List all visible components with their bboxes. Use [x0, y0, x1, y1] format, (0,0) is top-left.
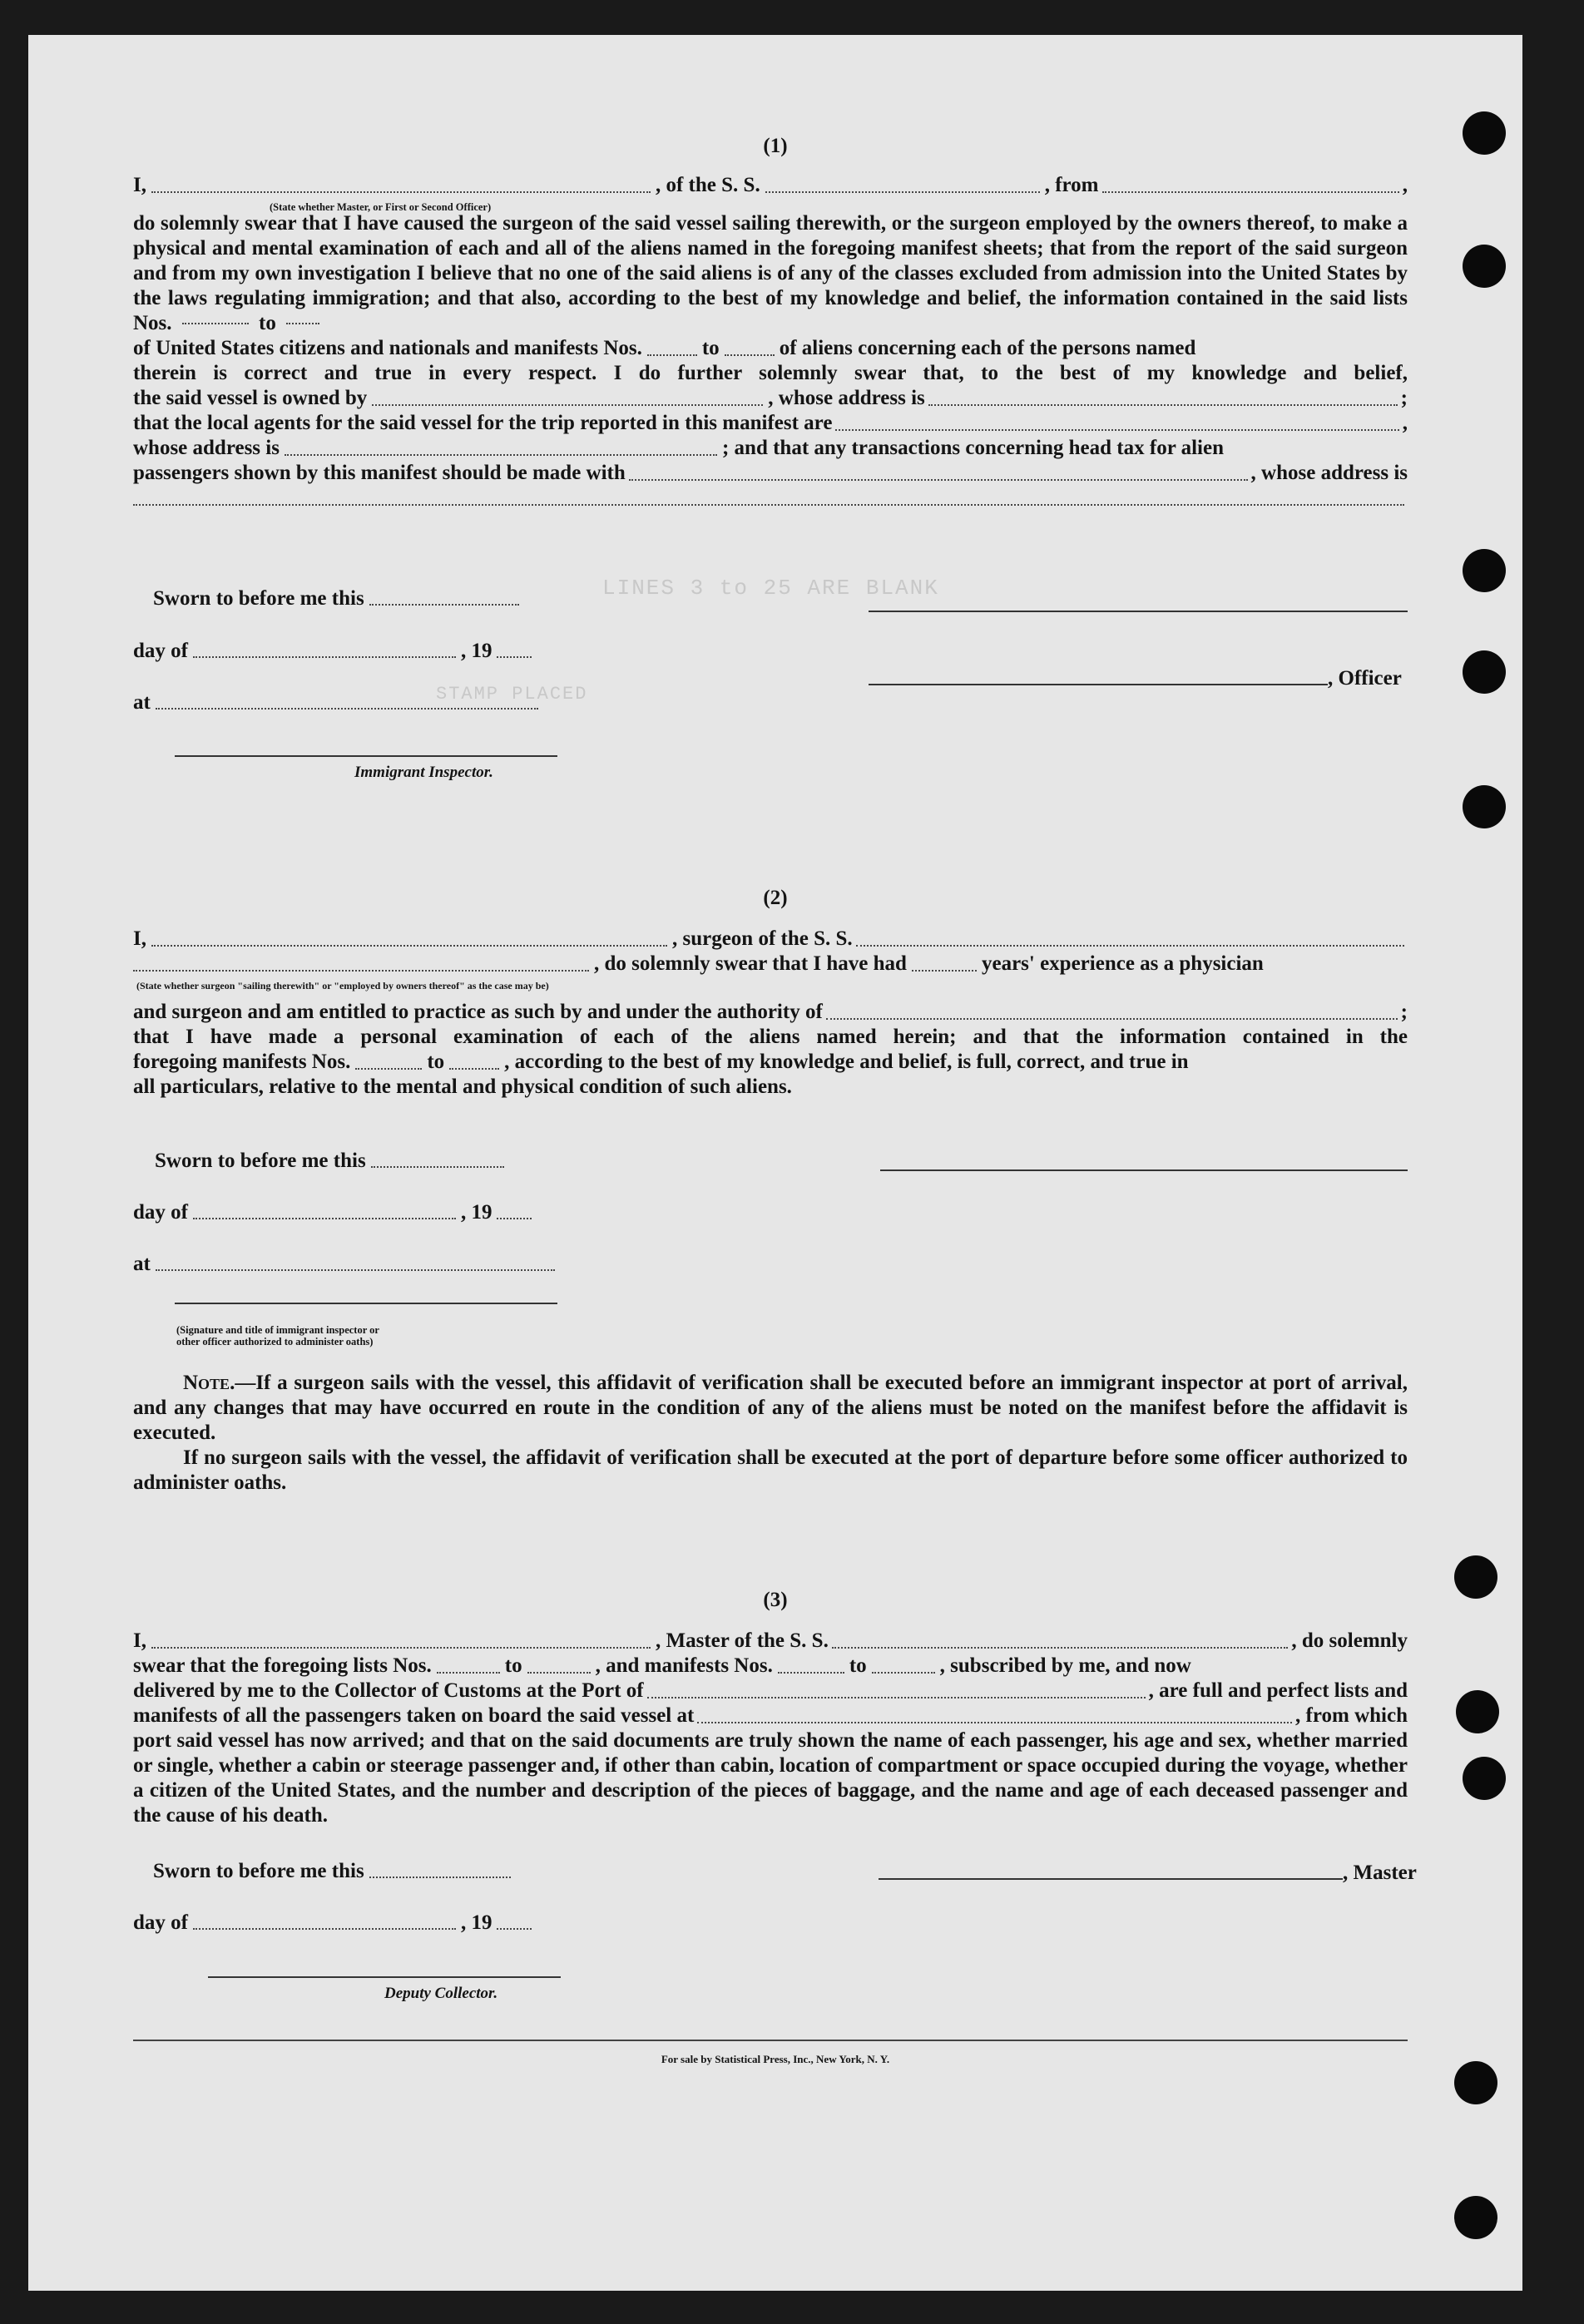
head-tax-party-field[interactable] — [629, 479, 1248, 481]
note-paragraph-2: If no surgeon sails with the vessel, the affidavit of verification shall be executed at the port of departure before some officer authorized to administer oaths. — [133, 1446, 1408, 1494]
s2-vessel-name-field[interactable] — [856, 945, 1404, 947]
text: manifests of all the passengers taken on board the said vessel at — [133, 1704, 695, 1727]
punch-hole — [1463, 245, 1506, 288]
text: , — [1402, 174, 1408, 196]
punch-hole — [1463, 549, 1506, 592]
bleed-through-stamp: STAMP PLACED — [436, 684, 588, 705]
text: , do solemnly swear that I have had — [594, 952, 907, 975]
text: ; — [1400, 387, 1408, 409]
text: , surgeon of the S. S. — [671, 927, 853, 950]
officer-name-field[interactable] — [151, 191, 651, 193]
s3-collector-signature-line[interactable] — [208, 1976, 561, 1978]
text: of aliens concerning each of the persons named — [779, 337, 1196, 359]
s3-manifest-to-field[interactable] — [872, 1672, 935, 1674]
punch-hole — [1463, 1757, 1506, 1800]
port-field[interactable] — [647, 1697, 1146, 1698]
punch-hole — [1463, 650, 1506, 694]
text: delivered by me to the Collector of Customs at the Port of — [133, 1679, 644, 1702]
section-3-line-4 — [133, 1703, 1408, 1728]
s3-year-field[interactable] — [497, 1928, 532, 1930]
text: to — [701, 337, 720, 359]
note-lead: Note. — [183, 1372, 235, 1394]
section-3-paragraph: port said vessel has now arrived; and that on the said documents are truly shown the name of each passenger, his age and sex, whether married or single, whether a cabin or steerage passenger and, if other than cabin, location of compartment or space occupied during the voyage, whether a citizen of the United States, and the number and description of the pieces of baggage, and the name and age of each deceased passenger and the cause of his death. — [133, 1729, 1408, 1827]
text: the said vessel is owned by — [133, 387, 368, 409]
manifest-affidavit-page — [28, 35, 1522, 2291]
s3-day-row — [133, 1911, 537, 1935]
punch-hole — [1463, 785, 1506, 828]
s2-signature-label-1: (Signature and title of immigrant inspector or — [176, 1324, 379, 1336]
bleed-through-stamp: LINES 3 to 25 ARE BLANK — [602, 576, 939, 601]
section-2-line-6 — [133, 1075, 1408, 1100]
s3-collector-label: Deputy Collector. — [384, 1985, 498, 2002]
section-1-number: (1) — [763, 135, 788, 157]
footer-imprint: For sale by Statistical Press, Inc., New York, N. Y. — [661, 2053, 890, 2065]
head-tax-address-field[interactable] — [133, 504, 1404, 506]
text: , — [1402, 412, 1408, 434]
s1-month-field[interactable] — [193, 656, 456, 658]
surgeon-type-label: (State whether surgeon "sailing therewith" or "employed by owners thereof" as the case may be) — [136, 980, 549, 991]
manifest-to-field[interactable] — [725, 354, 775, 356]
surgeon-type-field[interactable] — [133, 970, 589, 972]
section-1-body — [133, 173, 1408, 511]
section-3-line-1 — [133, 1629, 1408, 1654]
s2-manifest-from-field[interactable] — [355, 1068, 422, 1070]
s1-year-field[interactable] — [497, 656, 532, 658]
s2-sworn-row — [155, 1150, 509, 1173]
text: , subscribed by me, and now — [939, 1654, 1191, 1677]
section-2-body — [133, 927, 1408, 1100]
text: passengers shown by this manifest should be made with — [133, 462, 626, 484]
section-2-note — [133, 1371, 1408, 1496]
text: whose address is — [133, 437, 280, 459]
section-1-line-agents — [133, 411, 1408, 436]
s3-month-field[interactable] — [193, 1928, 456, 1930]
text: , 19 — [460, 1911, 493, 1934]
local-agents-field[interactable] — [835, 429, 1398, 431]
section-3-line-2 — [133, 1654, 1408, 1679]
section-1-line-owned — [133, 386, 1408, 411]
footer-rule — [133, 2040, 1408, 2041]
text: , 19 — [460, 1201, 493, 1224]
text: I, — [133, 174, 146, 196]
text: , 19 — [460, 640, 493, 662]
s2-day-row — [133, 1201, 537, 1224]
text: all particulars, relative to the mental and physical condition of such aliens. — [133, 1075, 792, 1098]
text: , do solemnly — [1291, 1629, 1408, 1652]
text: years' experience as a physician — [981, 952, 1264, 975]
text: ; and that any transactions concerning head tax for alien — [721, 437, 1224, 459]
s3-list-from-field[interactable] — [437, 1672, 500, 1674]
surgeon-name-field[interactable] — [151, 945, 667, 947]
punch-hole — [1456, 1690, 1499, 1733]
boarding-port-field[interactable] — [697, 1722, 1292, 1723]
text: , are full and perfect lists and — [1148, 1679, 1408, 1702]
s1-officer-signature-line[interactable] — [869, 684, 1328, 685]
text: I, — [133, 1629, 146, 1652]
note-text: —If a surgeon sails with the vessel, this affidavit of verification shall be executed before an immigrant inspector at port of arrival, and any changes that may have occurred en route in the condition of any of the aliens must be noted on the manifest before the affidavit is executed. — [133, 1372, 1408, 1444]
s3-master-signature-line[interactable] — [879, 1878, 1343, 1880]
section-1-line-correct: therein is correct and true in every respect. I do further solemnly swear that, to the best of my knowledge and belief, — [133, 362, 1408, 384]
text: , of the S. S. — [655, 174, 760, 196]
section-2-number: (2) — [763, 887, 788, 909]
s1-master-signature-line[interactable] — [869, 611, 1408, 612]
section-1-line-citizens — [133, 336, 1408, 361]
text: swear that the foregoing lists Nos. — [133, 1654, 432, 1677]
section-1-line-agent-address — [133, 436, 1408, 461]
punch-hole — [1454, 2196, 1497, 2239]
s2-inspector-signature-line[interactable] — [175, 1303, 557, 1304]
text: ; — [1400, 1001, 1408, 1023]
s3-manifest-from-field[interactable] — [778, 1672, 844, 1674]
text: of United States citizens and nationals and manifests Nos. — [133, 337, 642, 359]
text: Sworn to before me this — [153, 587, 364, 610]
section-2-line-4: that I have made a personal examination of each of the aliens named herein; and that the information contained in the — [133, 1026, 1408, 1048]
manifest-from-field[interactable] — [647, 354, 697, 356]
text: to — [849, 1654, 867, 1677]
section-1-line-head-tax — [133, 461, 1408, 486]
s2-sworn-date-field[interactable] — [371, 1166, 504, 1168]
section-2-line-5 — [133, 1050, 1408, 1075]
s2-year-field[interactable] — [497, 1218, 532, 1219]
s1-officer-row — [869, 667, 1402, 690]
text: to — [504, 1654, 522, 1677]
text: , Officer — [1328, 667, 1402, 690]
s2-manifest-to-field[interactable] — [449, 1068, 499, 1070]
section-1-line-1 — [133, 173, 1408, 198]
section-2-line-1 — [133, 927, 1408, 952]
text: day of — [133, 640, 188, 662]
text: that the local agents for the said vessel for the trip reported in this manifest are — [133, 412, 833, 434]
section-2-line-3 — [133, 1000, 1408, 1025]
s2-signature-label-2: other officer authorized to administer oaths) — [176, 1336, 374, 1347]
section-2-line-2 — [133, 952, 1408, 977]
s3-sworn-row — [153, 1860, 516, 1883]
s1-sworn-row — [153, 587, 519, 611]
s3-sworn-date-field[interactable] — [369, 1877, 511, 1878]
text: at — [133, 691, 151, 714]
text: , according to the best of my knowledge and belief, is full, correct, and true in — [504, 1051, 1189, 1073]
authority-field[interactable] — [826, 1018, 1398, 1020]
s2-place-field[interactable] — [156, 1269, 555, 1271]
s1-inspector-label: Immigrant Inspector. — [354, 764, 493, 781]
text: and surgeon and am entitled to practice as such by and under the authority of — [133, 1001, 823, 1023]
section-3-number: (3) — [763, 1589, 788, 1611]
years-experience-field[interactable] — [912, 970, 977, 972]
text: , from which — [1295, 1704, 1408, 1727]
owner-field[interactable] — [372, 404, 763, 406]
text: to — [259, 312, 276, 334]
oath-text: do solemnly swear that I have caused the surgeon of the said vessel sailing therewith, or the surgeon employed by the owners thereof, to make a physical and mental examination of each and all of the aliens named in the foregoing manifest sheets; that from the report of the said surgeon and from my own investigation I believe that no one of the said aliens is of any of the classes excluded from admission into the United States by the laws regulating immigration; and that also, according to the best of my knowledge and belief, the information contained in the said lists Nos. — [133, 212, 1408, 334]
s1-day-row — [133, 640, 537, 663]
section-1-line-final — [133, 486, 1408, 511]
s1-sworn-date-field[interactable] — [369, 604, 519, 606]
text: to — [427, 1051, 445, 1073]
s1-place-field[interactable] — [156, 708, 538, 710]
note-paragraph-1 — [133, 1371, 1408, 1446]
list-from-field[interactable] — [182, 323, 249, 324]
owner-address-field[interactable] — [928, 404, 1398, 406]
text: , whose address is — [1250, 462, 1408, 484]
text: at — [133, 1253, 151, 1275]
officer-type-label: (State whether Master, or First or Second Officer) — [270, 201, 492, 213]
text: Sworn to before me this — [153, 1860, 364, 1882]
text: foregoing manifests Nos. — [133, 1051, 351, 1073]
text: Sworn to before me this — [155, 1150, 366, 1172]
agents-address-field[interactable] — [285, 454, 717, 456]
text: I, — [133, 927, 146, 950]
s1-at-row — [133, 691, 543, 715]
section-3-line-3 — [133, 1679, 1408, 1703]
s2-at-row — [133, 1253, 560, 1276]
s3-list-to-field[interactable] — [527, 1672, 591, 1674]
text: , from — [1044, 174, 1099, 196]
vessel-name-field[interactable] — [765, 191, 1040, 193]
s3-vessel-name-field[interactable] — [832, 1647, 1289, 1649]
list-to-field[interactable] — [286, 323, 319, 324]
text: day of — [133, 1201, 188, 1224]
master-name-field[interactable] — [151, 1647, 651, 1649]
departure-port-field[interactable] — [1102, 191, 1399, 193]
s3-master-row — [879, 1862, 1417, 1885]
text: , Master — [1343, 1862, 1417, 1884]
s1-inspector-signature-line[interactable] — [175, 755, 557, 757]
section-1-oath-paragraph — [133, 211, 1408, 336]
s2-month-field[interactable] — [193, 1218, 456, 1219]
section-3-body — [133, 1629, 1408, 1828]
text: , whose address is — [768, 387, 925, 409]
text: , and manifests Nos. — [595, 1654, 773, 1677]
text: day of — [133, 1911, 188, 1934]
text: , Master of the S. S. — [655, 1629, 829, 1652]
s2-surgeon-signature-line[interactable] — [880, 1169, 1408, 1171]
punch-hole — [1454, 2061, 1497, 2104]
